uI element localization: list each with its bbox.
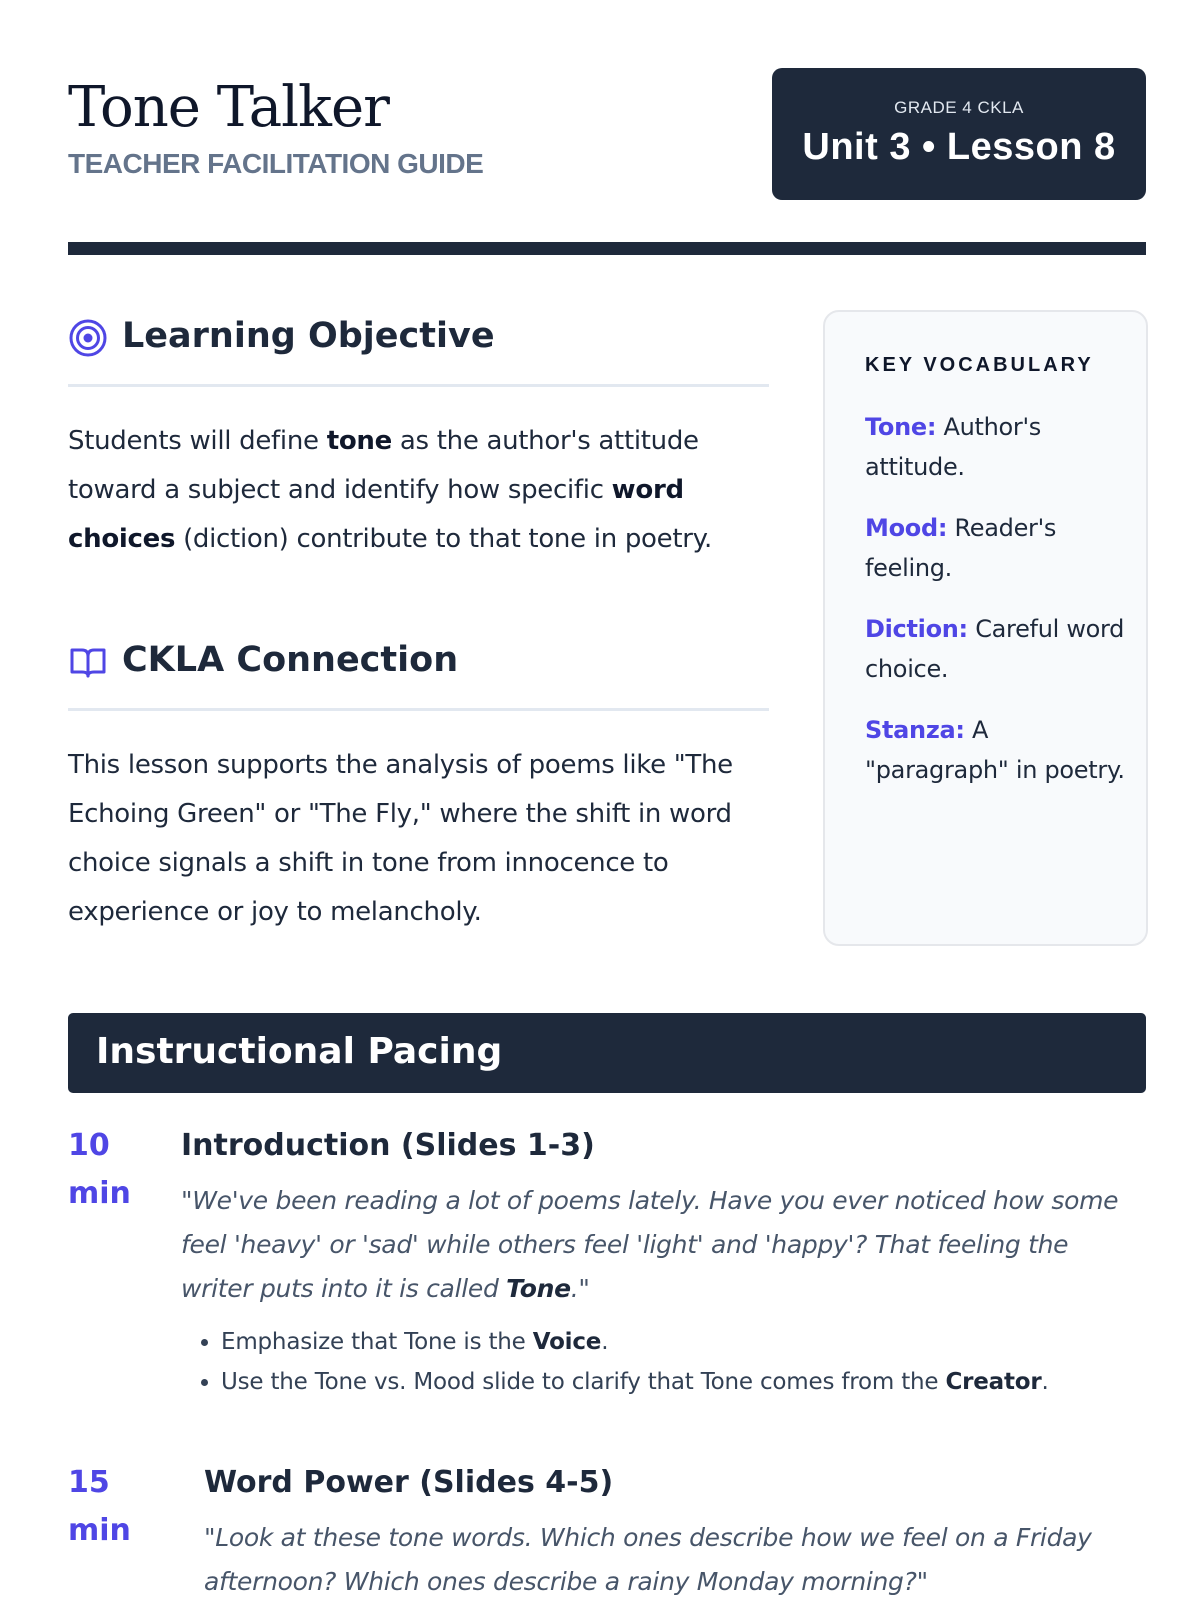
pacing-step-title: Word Power (Slides 4-5) <box>204 1465 614 1500</box>
guide-subtitle: TEACHER FACILITATION GUIDE <box>68 148 484 179</box>
grade-label: GRADE 4 CKLA <box>894 98 1024 117</box>
pacing-duration: 15 min <box>68 1465 131 1548</box>
vocabulary-definition: Reader's feeling. <box>865 514 1057 582</box>
vocabulary-term: Tone: <box>865 413 937 441</box>
instructional-pacing-banner <box>68 1013 1146 1093</box>
guide-title: Tone Talker <box>68 75 389 140</box>
teacher-script-quote: "Look at these tone words. Which ones describe how we feel on a Friday afternoon? Which ones describe a rainy Monday morning?" <box>204 1523 1092 1596</box>
guide-header <box>68 66 1146 202</box>
header-divider <box>68 242 1146 255</box>
objective-text-part: Students will define <box>68 426 327 456</box>
objective-keyword-word-choices: word choices <box>68 475 684 554</box>
objective-keyword-tone: tone <box>326 426 392 456</box>
pacing-note <box>221 1362 1146 1402</box>
facilitation-guide-page <box>68 0 1146 1600</box>
vocabulary-list <box>865 407 1125 811</box>
key-vocabulary-title: KEY VOCABULARY <box>865 354 1094 376</box>
pacing-notes-list <box>181 1322 1146 1402</box>
vocabulary-term: Mood: <box>865 514 948 542</box>
note-keyword: Voice <box>532 1329 602 1355</box>
vocabulary-term: Diction: <box>865 615 968 643</box>
note-text: . <box>601 1329 609 1355</box>
vocabulary-definition: Author's attitude. <box>865 413 1041 481</box>
vocabulary-definition: A "paragraph" in poetry. <box>865 716 1125 784</box>
vocabulary-item <box>865 710 1125 790</box>
note-text: . <box>1041 1369 1049 1395</box>
objective-text-part: as the author's attitude toward a subject and identify how specific <box>68 426 699 505</box>
pacing-step-title: Introduction (Slides 1-3) <box>181 1128 595 1163</box>
instructional-pacing-title: Instructional Pacing <box>96 1031 503 1072</box>
pacing-note <box>221 1322 1146 1362</box>
note-text: Use the Tone vs. Mood slide to clarify that Tone comes from the <box>221 1369 946 1395</box>
quote-text: ." <box>570 1274 590 1303</box>
target-icon <box>68 318 108 358</box>
objective-text-part: (diction) contribute to that tone in poetry. <box>175 524 712 554</box>
vocabulary-item <box>865 407 1125 487</box>
learning-objective-text <box>68 417 788 564</box>
note-text: Emphasize that Tone is the <box>221 1329 533 1355</box>
pacing-duration: 10 min <box>68 1128 131 1211</box>
key-vocabulary-card <box>823 310 1148 946</box>
note-keyword: Creator <box>945 1369 1042 1395</box>
ckla-connection-heading <box>68 636 769 711</box>
vocabulary-term: Stanza: <box>865 716 965 744</box>
book-open-icon <box>68 642 108 682</box>
quote-keyword: Tone <box>506 1274 571 1303</box>
ckla-connection-title: CKLA Connection <box>122 640 459 680</box>
vocabulary-item <box>865 508 1125 588</box>
learning-objective-title: Learning Objective <box>122 316 495 356</box>
unit-lesson-label: Unit 3 • Lesson 8 <box>802 126 1116 168</box>
teacher-script-quote <box>181 1179 1146 1311</box>
learning-objective-heading <box>68 312 769 387</box>
unit-lesson-badge <box>772 68 1146 200</box>
vocabulary-item <box>865 609 1125 689</box>
quote-text: "We've been reading a lot of poems lately. Have you ever noticed how some feel 'heavy' or 'sad' while others feel 'light' and 'happy'? That feeling the writer puts into it is called <box>181 1186 1119 1303</box>
vocabulary-definition: Careful word choice. <box>865 615 1125 683</box>
ckla-connection-text: This lesson supports the analysis of poems like "The Echoing Green" or "The Fly," where the shift in word choice signals a shift in tone from innocence to experience or joy to melancholy. <box>68 750 733 927</box>
